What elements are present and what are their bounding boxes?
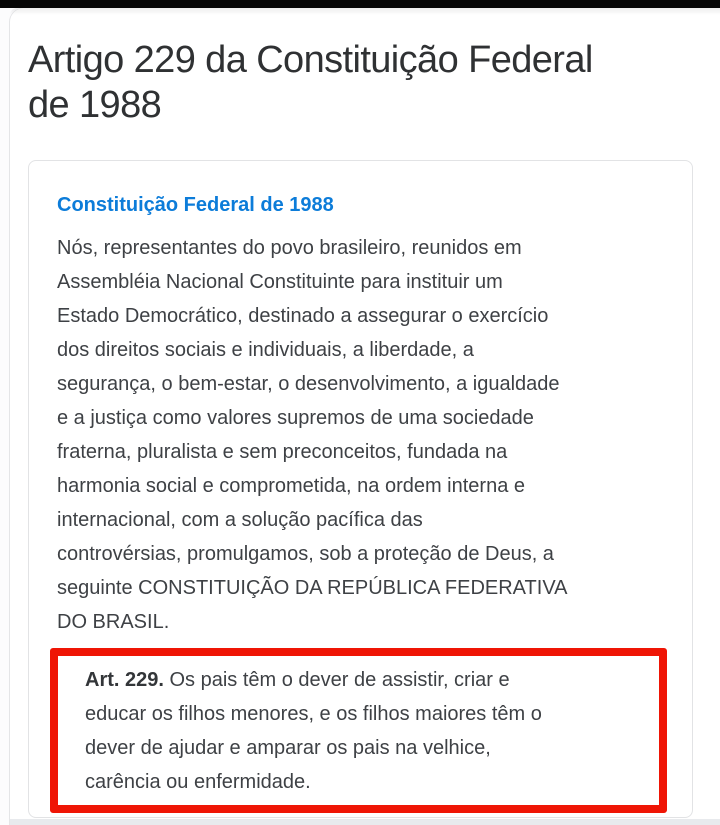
top-black-bar [0,0,720,8]
article-line [85,663,643,697]
constitution-card [28,160,693,818]
preamble-line: harmonia social e comprometida, na ordem interna e [57,475,526,497]
article-line: dever de ajudar e amparar os pais na velhice, [85,737,491,759]
constitution-link[interactable]: Constituição Federal de 1988 [57,194,334,216]
preamble-line: e a justiça como valores supremos de uma sociedade [57,407,534,429]
page-title [28,38,593,128]
page [10,8,720,825]
preamble-line: dos direitos sociais e individuais, a liberdade, a [57,339,474,361]
preamble-line: controvérsias, promulgamos, sob a proteção de Deus, a [57,543,554,565]
page-bottom-divider [10,819,720,825]
article-229-highlight-box [50,648,667,813]
page-title-line-1: Artigo 229 da Constituição Federal [28,39,593,81]
preamble-line: fraterna, pluralista e sem preconceitos, fundada na [57,441,508,463]
preamble-text [57,231,664,639]
preamble-line: Nós, representantes do povo brasileiro, reunidos em [57,237,522,259]
article-line: educar os filhos menores, e os filhos maiores têm o [85,703,542,725]
preamble-line: seguinte CONSTITUIÇÃO DA REPÚBLICA FEDERATIVA [57,577,568,599]
preamble-line: Assembléia Nacional Constituinte para instituir um [57,271,503,293]
article-number: Art. 229. [85,669,164,691]
preamble-line: DO BRASIL. [57,611,170,633]
preamble-line: segurança, o bem-estar, o desenvolvimento, a igualdade [57,373,560,395]
preamble-line: Estado Democrático, destinado a assegurar o exercício [57,305,549,327]
article-text: Os pais têm o dever de assistir, criar e [163,669,510,691]
page-title-line-2: de 1988 [28,84,162,126]
preamble-line: internacional, com a solução pacífica das [57,509,423,531]
article-line: carência ou enfermidade. [85,771,311,793]
